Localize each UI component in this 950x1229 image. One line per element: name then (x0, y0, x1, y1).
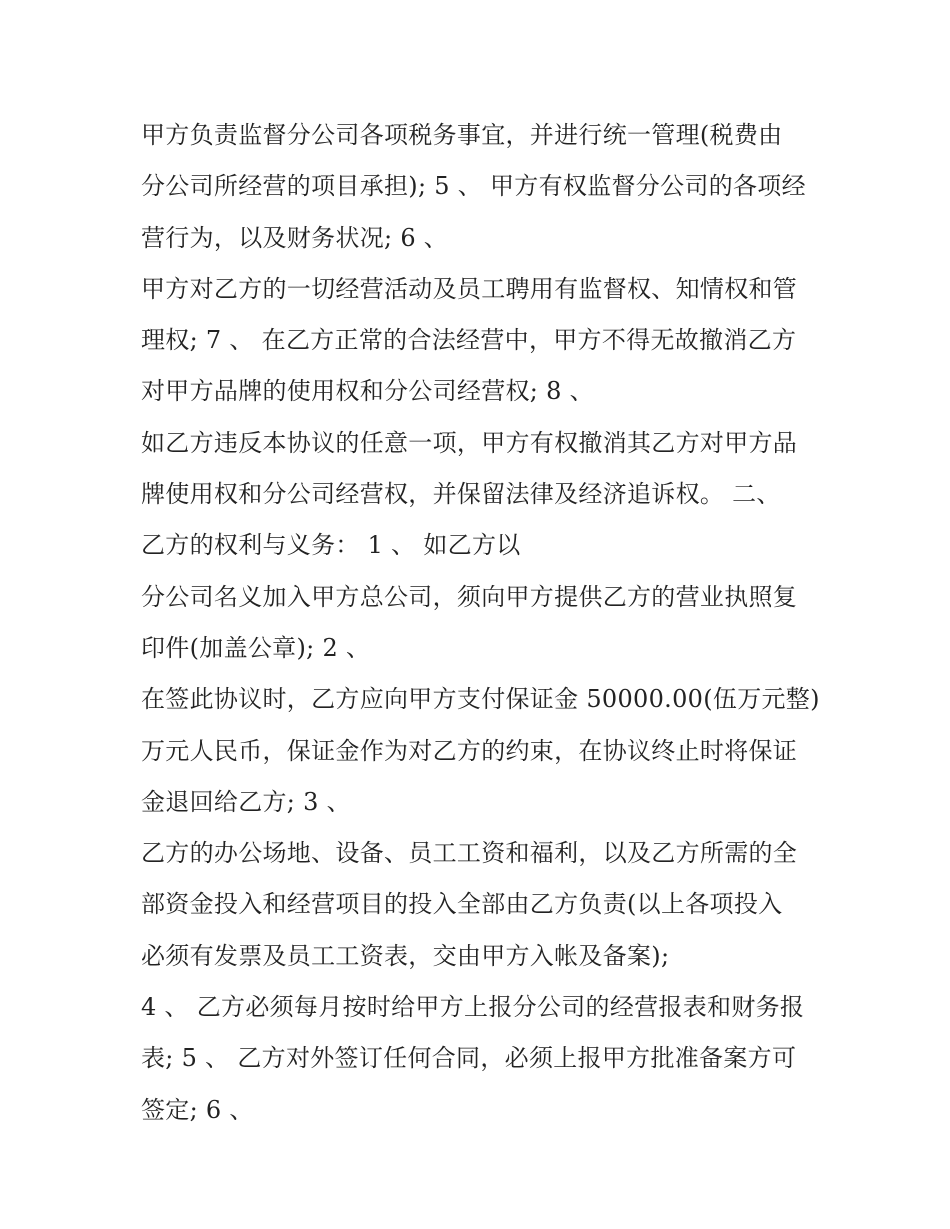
text-line: 印件(加盖公章); 2 、 (141, 633, 371, 662)
text-line: 乙方的办公场地、设备、员工工资和福利，以及乙方所需的全 (141, 839, 798, 868)
text-line: 甲方对乙方的一切经营活动及员工聘用有监督权、知情权和管 (141, 274, 798, 303)
text-line: 4 、 乙方必须每月按时给甲方上报分公司的经营报表和财务报 (141, 993, 805, 1022)
text-line: 部资金投入和经营项目的投入全部由乙方负责(以上各项投入 (141, 890, 783, 919)
text-line: 理权; 7 、 在乙方正常的合法经营中，甲方不得无故撤消乙方 (141, 326, 797, 355)
text-line: 甲方负责监督分公司各项税务事宜，并进行统一管理(税费由 (141, 121, 783, 149)
document-body (141, 110, 841, 1136)
text-line: 必须有发票及员工工资表，交由甲方入帐及备案); (141, 941, 670, 970)
text-line: 分公司名义加入甲方总公司，须向甲方提供乙方的营业执照复 (141, 582, 798, 611)
text-line: 分公司所经营的项目承担); 5 、 甲方有权监督分公司的各项经 (141, 172, 806, 201)
text-line: 如乙方违反本协议的任意一项，甲方有权撤消其乙方对甲方品 (141, 428, 798, 457)
text-line: 对甲方品牌的使用权和分公司经营权; 8 、 (141, 377, 594, 406)
text-line: 营行为，以及财务状况; 6 、 (141, 223, 449, 252)
text-line: 签定; 6 、 (141, 1095, 254, 1124)
text-line: 表; 5 、 乙方对外签订任何合同，必须上报甲方批准备案方可 (141, 1044, 797, 1073)
text-line: 金退回给乙方; 3 、 (141, 787, 351, 816)
text-line: 牌使用权和分公司经营权，并保留法律及经济追诉权。 二、 (141, 480, 781, 509)
text-line: 在签此协议时，乙方应向甲方支付保证金 50000.00(伍万元整) (141, 685, 820, 714)
text-line: 万元人民币，保证金作为对乙方的约束，在协议终止时将保证 (141, 736, 798, 765)
text-line: 乙方的权利与义务： 1 、 如乙方以 (141, 531, 521, 560)
